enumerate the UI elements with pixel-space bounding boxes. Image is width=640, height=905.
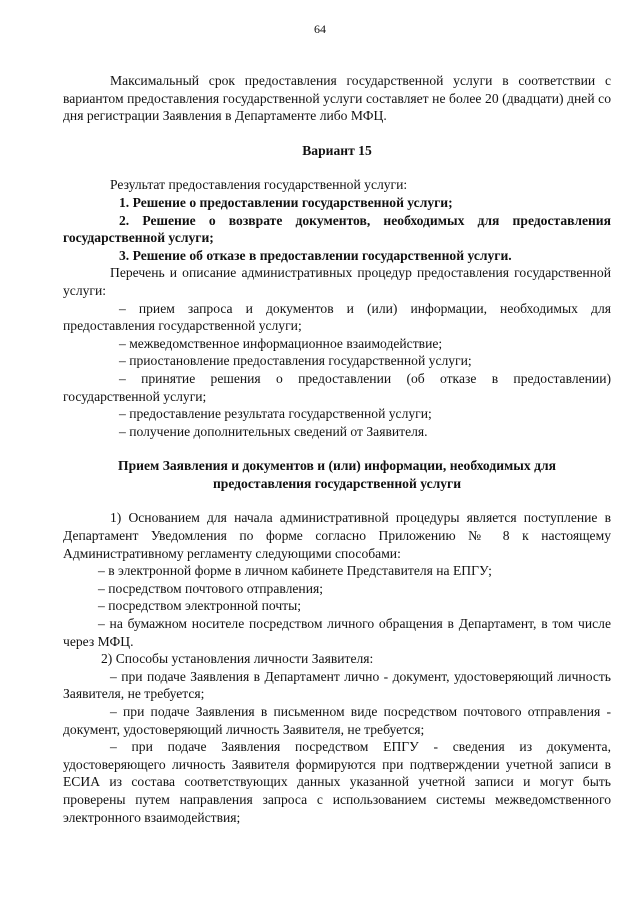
variant-heading: Вариант 15 (302, 142, 372, 158)
procedure-step-1: 1) Основанием для начала административной процедуры является поступление в Департамент Уведомления по форме согласно Приложению № 8 к настоящему Административному регламенту следующими способами: (63, 510, 611, 561)
procedure-item: – принятие решения о предоставлении (об отказе в предоставлении) государственной услуги; (63, 370, 611, 404)
procedure-step-2: 2) Способы установления личности Заявителя: (101, 651, 374, 667)
result-item: 1. Решение о предоставлении государственной услуги; (119, 194, 453, 210)
procedure-item: – межведомственное информационное взаимодействие; (119, 335, 443, 351)
submission-method: – посредством электронной почты; (98, 598, 302, 614)
submission-method: – на бумажном носителе посредством личного обращения в Департамент, в том числе через МФЦ. (63, 616, 611, 649)
procedure-item: – приостановление предоставления государственной услуги; (119, 353, 472, 369)
procedure-item: – получение дополнительных сведений от Заявителя. (119, 423, 428, 439)
result-label: Результат предоставления государственной услуги: (110, 177, 408, 193)
page-number: 64 (314, 22, 326, 36)
page-content (63, 72, 611, 826)
identification-item: – при подаче Заявления посредством ЕПГУ - сведения из документа, удостоверяющего личность Заявителя формируются при подтверждении учетной записи в ЕСИА из состава соответствующих данных указанной учетной записи и могут быть проверены путем направления запроса с использованием системы межведомственного электронного взаимодействия; (63, 739, 611, 825)
intro-paragraph: Максимальный срок предоставления государственной услуги в соответствии с вариантом предоставления государственной услуги составляет не более 20 (двадцати) дней со дня регистрации Заявления в Департаменте либо МФЦ. (63, 73, 611, 124)
identification-item: – при подаче Заявления в Департамент лично - документ, удостоверяющий личность Заявителя, не требуется; (63, 668, 611, 702)
procedure-item: – прием запроса и документов и (или) информации, необходимых для предоставления государственной услуги; (63, 300, 611, 334)
procedure-item: – предоставление результата государственной услуги; (119, 406, 432, 422)
procedures-intro: Перечень и описание административных процедур предоставления государственной услуги: (63, 265, 611, 298)
result-item: 2. Решение о возврате документов, необходимых для предоставления государственной услуги; (63, 212, 611, 246)
section-heading: Прием Заявления и документов и (или) информации, необходимых для предоставления государственной услуги (118, 458, 556, 491)
result-item: 3. Решение об отказе в предоставлении государственной услуги. (119, 247, 512, 263)
submission-method: – посредством почтового отправления; (98, 580, 324, 596)
identification-item: – при подаче Заявления в письменном виде посредством почтового отправления - документ, удостоверяющий личность Заявителя, не требуется; (63, 704, 611, 737)
submission-method: – в электронной форме в личном кабинете Представителя на ЕПГУ; (98, 563, 492, 579)
